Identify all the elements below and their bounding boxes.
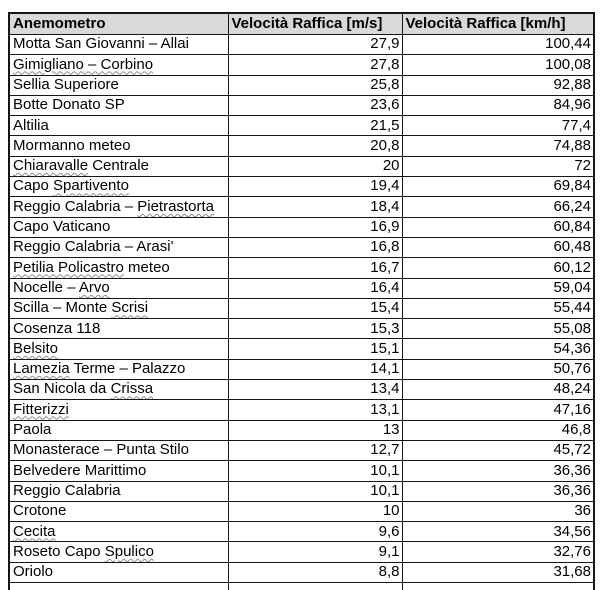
station-name-cell: Lamezia Terme – Palazzo xyxy=(9,359,228,379)
station-name-cell: Cosenza 118 xyxy=(9,319,228,339)
gust-speed-ms-cell: 8,8 xyxy=(228,562,402,582)
table-row xyxy=(9,136,594,156)
station-name-cell xyxy=(9,400,228,420)
gust-speed-ms-cell: 15,4 xyxy=(228,298,402,318)
gust-speed-kmh-cell: 66,24 xyxy=(402,197,594,217)
spellcheck-underline: Scrisi xyxy=(111,299,149,317)
table-row xyxy=(9,116,594,136)
table-row xyxy=(9,177,594,197)
table-body xyxy=(9,35,594,590)
station-name-cell: Scilla – Monte Scrisi xyxy=(9,298,228,318)
gust-speed-ms-cell: 10 xyxy=(228,501,402,521)
gust-speed-ms-cell: 13,1 xyxy=(228,400,402,420)
gust-speed-ms-cell: 9,1 xyxy=(228,542,402,562)
gust-speed-kmh-cell: 69,84 xyxy=(402,177,594,197)
gust-speed-ms-cell: 20,8 xyxy=(228,136,402,156)
spellcheck-underline: Belsito xyxy=(13,339,59,357)
gust-speed-kmh-cell: 31,68 xyxy=(402,562,594,582)
table-row xyxy=(9,461,594,481)
table-row xyxy=(9,542,594,562)
station-name-cell xyxy=(9,339,228,359)
table-row xyxy=(9,359,594,379)
gust-speed-kmh-cell: 100,44 xyxy=(402,35,594,55)
station-name-cell xyxy=(9,55,228,75)
station-name-cell: Chiaravalle Centrale xyxy=(9,156,228,176)
gust-speed-kmh-cell: 77,4 xyxy=(402,116,594,136)
gust-speed-kmh-cell: 74,88 xyxy=(402,136,594,156)
spellcheck-underline: Arvo xyxy=(78,278,110,296)
station-name-cell: Belvedere Marittimo xyxy=(9,461,228,481)
gust-speed-kmh-cell: 50,76 xyxy=(402,359,594,379)
station-name-cell: Capo Vaticano xyxy=(9,217,228,237)
station-name-cell: Reggio Calabria xyxy=(9,481,228,501)
header-gust-speed-kmh: Velocità Raffica [km/h] xyxy=(402,13,594,35)
gust-speed-ms-cell: 27,8 xyxy=(228,55,402,75)
station-name-cell: Nocelle – Arvo xyxy=(9,278,228,298)
gust-speed-ms-cell: 12,7 xyxy=(228,440,402,460)
table-row xyxy=(9,481,594,501)
table-row xyxy=(9,35,594,55)
gust-speed-kmh-cell: 46,8 xyxy=(402,420,594,440)
table-row xyxy=(9,420,594,440)
station-name-cell: Capo Spartivento xyxy=(9,177,228,197)
gust-speed-kmh-cell: 84,96 xyxy=(402,95,594,115)
station-name-cell: Mormanno meteo xyxy=(9,136,228,156)
station-name-cell: Botte Donato SP xyxy=(9,95,228,115)
header-gust-speed-ms: Velocità Raffica [m/s] xyxy=(228,13,402,35)
table-row xyxy=(9,319,594,339)
station-name-cell: Motta San Giovanni – Allai xyxy=(9,35,228,55)
gust-speed-kmh-cell: 72 xyxy=(402,156,594,176)
gust-speed-ms-cell: 13,4 xyxy=(228,380,402,400)
table-row xyxy=(9,156,594,176)
gust-speed-kmh-cell: 54,36 xyxy=(402,339,594,359)
station-name-cell: Reggio Calabria – Arasi' xyxy=(9,237,228,257)
table-row xyxy=(9,298,594,318)
station-name-cell: Roseto Capo Spulico xyxy=(9,542,228,562)
table-row xyxy=(9,562,594,582)
station-name-cell: Oriolo xyxy=(9,562,228,582)
station-name-cell: Paola xyxy=(9,420,228,440)
gust-speed-kmh-cell: 45,72 xyxy=(402,440,594,460)
gust-speed-ms-cell: 21,5 xyxy=(228,116,402,136)
table-row xyxy=(9,400,594,420)
gust-speed-ms-cell: 20 xyxy=(228,156,402,176)
gust-speed-ms-cell: 16,9 xyxy=(228,217,402,237)
header-anemometro: Anemometro xyxy=(9,13,228,35)
table-row xyxy=(9,278,594,298)
spellcheck-underline: Lamezia xyxy=(13,360,70,378)
station-name-cell: Monasterace – Punta Stilo xyxy=(9,440,228,460)
table-row xyxy=(9,95,594,115)
station-name-cell xyxy=(9,522,228,542)
gust-speed-kmh-cell: 60,84 xyxy=(402,217,594,237)
table-row xyxy=(9,522,594,542)
station-name-cell: Petilia Policastro meteo xyxy=(9,258,228,278)
gust-speed-ms-cell: 19,4 xyxy=(228,177,402,197)
gust-speed-kmh-cell: 48,24 xyxy=(402,380,594,400)
spellcheck-underline: Spulico xyxy=(104,542,154,560)
gust-speed-kmh-cell: 92,88 xyxy=(402,75,594,95)
table-header-row xyxy=(9,13,594,35)
gust-speed-ms-cell: 27,9 xyxy=(228,35,402,55)
gust-speed-kmh-cell: 60,48 xyxy=(402,237,594,257)
station-name-cell xyxy=(9,583,228,590)
spellcheck-underline: Spartivento xyxy=(53,177,129,195)
gust-speed-ms-cell: 16,7 xyxy=(228,258,402,278)
gust-speed-ms-cell: 15,1 xyxy=(228,339,402,359)
gust-speed-kmh-cell: 36,36 xyxy=(402,461,594,481)
spellcheck-underline: Petilia Policastro xyxy=(13,258,124,276)
table-row xyxy=(9,501,594,521)
table-row-partial xyxy=(9,583,594,590)
station-name-cell: Reggio Calabria – Pietrastorta xyxy=(9,197,228,217)
gust-speed-kmh-cell: 100,08 xyxy=(402,55,594,75)
gust-speed-kmh-cell xyxy=(402,583,594,590)
gust-speed-ms-cell: 13 xyxy=(228,420,402,440)
table-row xyxy=(9,380,594,400)
anemometer-gust-table xyxy=(8,12,595,590)
table-row xyxy=(9,55,594,75)
gust-speed-ms-cell: 23,6 xyxy=(228,95,402,115)
gust-speed-ms-cell: 25,8 xyxy=(228,75,402,95)
gust-speed-kmh-cell: 32,76 xyxy=(402,542,594,562)
table-row xyxy=(9,197,594,217)
gust-speed-ms-cell: 9,6 xyxy=(228,522,402,542)
gust-speed-kmh-cell: 47,16 xyxy=(402,400,594,420)
table-row xyxy=(9,339,594,359)
gust-speed-ms-cell: 15,3 xyxy=(228,319,402,339)
spellcheck-underline: Pietrastorta xyxy=(137,197,214,215)
table-row xyxy=(9,75,594,95)
gust-speed-ms-cell xyxy=(228,583,402,590)
gust-speed-kmh-cell: 60,12 xyxy=(402,258,594,278)
station-name-cell: Altilia xyxy=(9,116,228,136)
gust-speed-ms-cell: 14,1 xyxy=(228,359,402,379)
gust-speed-ms-cell: 10,1 xyxy=(228,461,402,481)
station-name-cell: San Nicola da Crissa xyxy=(9,380,228,400)
gust-speed-kmh-cell: 55,44 xyxy=(402,298,594,318)
table-row xyxy=(9,217,594,237)
gust-speed-kmh-cell: 59,04 xyxy=(402,278,594,298)
spellcheck-underline: Crissa xyxy=(110,380,154,398)
gust-speed-ms-cell: 18,4 xyxy=(228,197,402,217)
gust-speed-ms-cell: 16,8 xyxy=(228,237,402,257)
gust-speed-kmh-cell: 55,08 xyxy=(402,319,594,339)
gust-speed-kmh-cell: 36,36 xyxy=(402,481,594,501)
gust-speed-ms-cell: 10,1 xyxy=(228,481,402,501)
gust-speed-kmh-cell: 36 xyxy=(402,501,594,521)
table-row xyxy=(9,237,594,257)
gust-speed-kmh-cell: 34,56 xyxy=(402,522,594,542)
spellcheck-underline: Cecita xyxy=(13,522,56,540)
table-row xyxy=(9,258,594,278)
gust-speed-ms-cell: 16,4 xyxy=(228,278,402,298)
table-row xyxy=(9,440,594,460)
spellcheck-underline: Gimigliano – Corbino xyxy=(13,55,154,73)
station-name-cell: Crotone xyxy=(9,501,228,521)
spellcheck-underline: Chiaravalle xyxy=(13,157,89,175)
station-name-cell: Sellia Superiore xyxy=(9,75,228,95)
spellcheck-underline: Fitterizzi xyxy=(13,400,69,418)
